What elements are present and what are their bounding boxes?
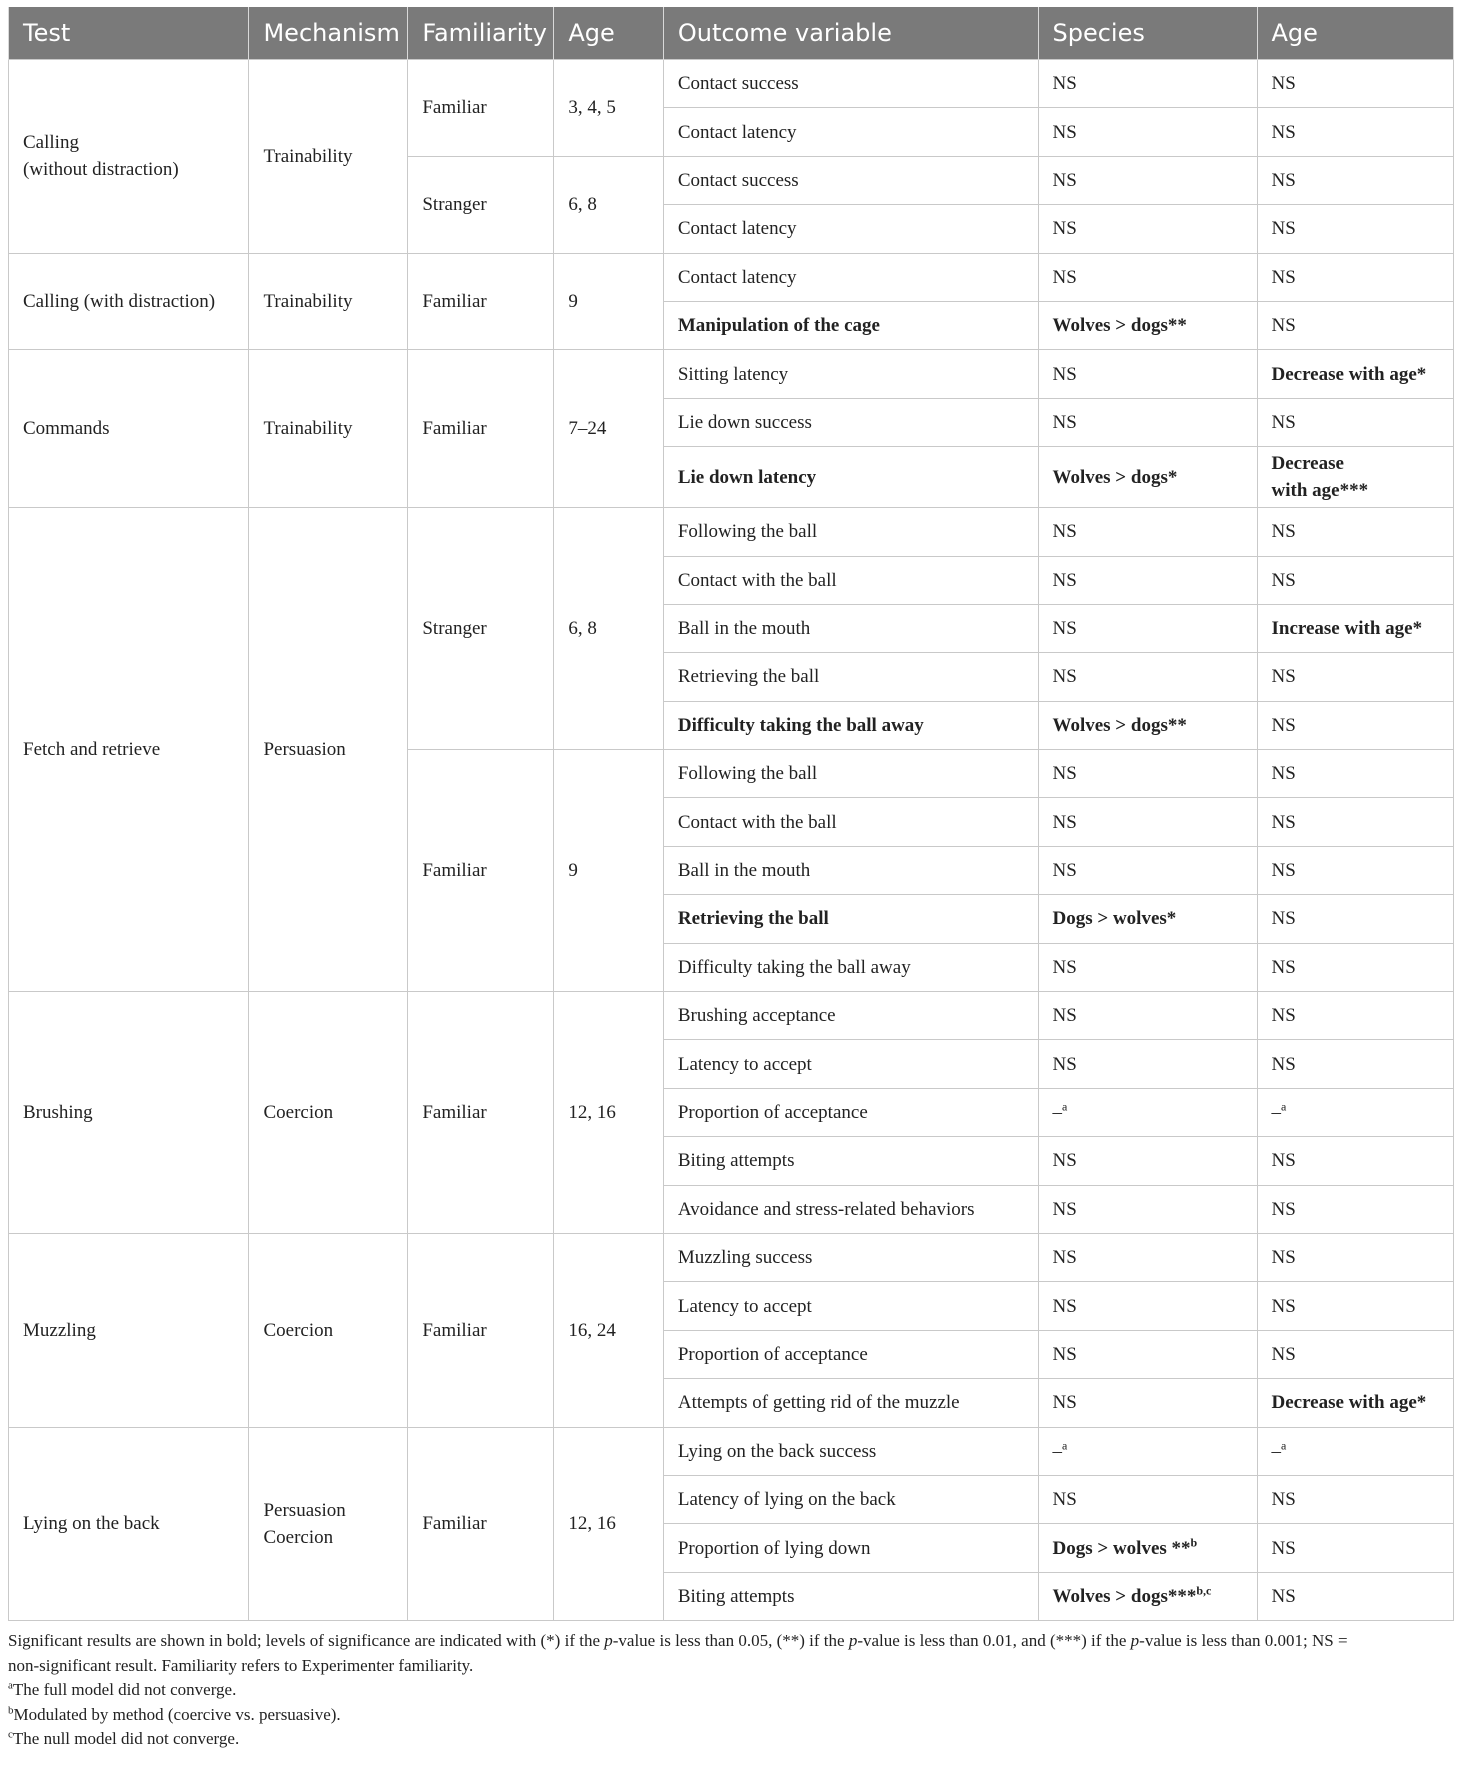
cell-outcome: Muzzling success bbox=[663, 1233, 1038, 1281]
cell-test: Calling (with distraction) bbox=[9, 253, 249, 350]
cell-outcome: Contact latency bbox=[663, 108, 1038, 156]
cell-species: NS bbox=[1038, 1330, 1257, 1378]
cell-age-effect: NS bbox=[1257, 556, 1454, 604]
cell-age-effect: NS bbox=[1257, 508, 1454, 556]
mechanism-label: Coercion bbox=[263, 1526, 334, 1548]
cell-species: NS bbox=[1038, 846, 1257, 894]
cell-familiarity: Familiar bbox=[408, 350, 554, 508]
cell-species: NS bbox=[1038, 556, 1257, 604]
cell-age-effect bbox=[1257, 1427, 1454, 1475]
cell-species: NS bbox=[1038, 943, 1257, 991]
cell-mechanism: Trainability bbox=[249, 60, 408, 254]
footnote-marker: a bbox=[8, 1679, 13, 1692]
cell-age-effect: NS bbox=[1257, 1040, 1454, 1088]
cell-age-effect: NS bbox=[1257, 1282, 1454, 1330]
cell-age-effect: NS bbox=[1257, 1233, 1454, 1281]
footnote-text: The full model did not converge. bbox=[12, 1680, 237, 1700]
cell-test bbox=[9, 60, 249, 254]
cell-species: NS bbox=[1038, 1137, 1257, 1185]
cell-species: NS bbox=[1038, 1379, 1257, 1427]
cell-test: Lying on the back bbox=[9, 1427, 249, 1621]
cell-outcome: Contact success bbox=[663, 60, 1038, 108]
cell-test: Muzzling bbox=[9, 1233, 249, 1427]
cell-species: Wolves > dogs** bbox=[1038, 301, 1257, 349]
age-effect-value: – bbox=[1271, 1440, 1281, 1462]
cell-outcome: Difficulty taking the ball away bbox=[663, 701, 1038, 749]
table-footnotes bbox=[8, 1629, 1454, 1752]
cell-age-effect: NS bbox=[1257, 1572, 1454, 1620]
cell-age-effect: NS bbox=[1257, 398, 1454, 446]
cell-species: NS bbox=[1038, 1185, 1257, 1233]
cell-familiarity: Familiar bbox=[408, 253, 554, 350]
footnote-marker: b bbox=[1190, 1535, 1198, 1550]
cell-species: NS bbox=[1038, 1040, 1257, 1088]
table-row bbox=[9, 1427, 1454, 1475]
cell-age-effect: NS bbox=[1257, 108, 1454, 156]
cell-species: NS bbox=[1038, 992, 1257, 1040]
cell-species: NS bbox=[1038, 60, 1257, 108]
cell-outcome: Latency to accept bbox=[663, 1282, 1038, 1330]
p-italic: p bbox=[848, 1631, 858, 1651]
cell-age: 12, 16 bbox=[554, 1427, 664, 1621]
cell-species: NS bbox=[1038, 1282, 1257, 1330]
header-species: Species bbox=[1038, 7, 1257, 60]
cell-familiarity: Familiar bbox=[408, 1233, 554, 1427]
table-row bbox=[9, 1233, 1454, 1281]
cell-species: Dogs > wolves* bbox=[1038, 895, 1257, 943]
cell-outcome: Biting attempts bbox=[663, 1572, 1038, 1620]
cell-species: NS bbox=[1038, 653, 1257, 701]
cell-age-effect: NS bbox=[1257, 205, 1454, 253]
cell-outcome: Ball in the mouth bbox=[663, 604, 1038, 652]
cell-age: 7–24 bbox=[554, 350, 664, 508]
age-effect-value: – bbox=[1271, 1102, 1281, 1123]
cell-age-effect: Decrease with age* bbox=[1257, 1379, 1454, 1427]
age-effect-line: Decrease bbox=[1271, 453, 1344, 475]
note-text: Significant results are shown in bold; levels of significance are indicated with (*) if the bbox=[8, 1631, 605, 1651]
footnote-marker: a bbox=[1281, 1438, 1287, 1453]
cell-familiarity: Stranger bbox=[408, 508, 554, 750]
cell-age-effect: NS bbox=[1257, 1524, 1454, 1572]
p-italic: p bbox=[604, 1631, 613, 1651]
footnote-marker: b bbox=[8, 1703, 14, 1716]
cell-mechanism: Trainability bbox=[249, 350, 408, 508]
cell-outcome: Proportion of acceptance bbox=[663, 1330, 1038, 1378]
cell-species: NS bbox=[1038, 750, 1257, 798]
cell-age-effect: NS bbox=[1257, 1185, 1454, 1233]
cell-outcome: Sitting latency bbox=[663, 350, 1038, 398]
cell-age: 6, 8 bbox=[554, 508, 664, 750]
species-value: Dogs > wolves ** bbox=[1052, 1537, 1191, 1559]
table-row bbox=[9, 992, 1454, 1040]
note-text: -value is less than 0.01, and (***) if the bbox=[857, 1631, 1131, 1651]
cell-age: 9 bbox=[554, 750, 664, 992]
cell-age-effect: NS bbox=[1257, 750, 1454, 798]
footnote-text: Modulated by method (coercive vs. persuasive). bbox=[13, 1704, 341, 1724]
cell-species: NS bbox=[1038, 1475, 1257, 1523]
cell-age-effect: NS bbox=[1257, 798, 1454, 846]
results-table-container bbox=[8, 7, 1454, 1752]
cell-species: NS bbox=[1038, 350, 1257, 398]
cell-outcome: Lie down latency bbox=[663, 447, 1038, 508]
cell-species: NS bbox=[1038, 253, 1257, 301]
mechanism-label: Persuasion bbox=[263, 1499, 346, 1521]
cell-age-effect: NS bbox=[1257, 1330, 1454, 1378]
header-age-effect: Age bbox=[1257, 7, 1454, 60]
cell-age: 16, 24 bbox=[554, 1233, 664, 1427]
cell-age-effect: NS bbox=[1257, 846, 1454, 894]
cell-species: NS bbox=[1038, 156, 1257, 204]
cell-age: 6, 8 bbox=[554, 156, 664, 253]
footnote-marker: b,c bbox=[1196, 1583, 1212, 1598]
cell-outcome: Proportion of lying down bbox=[663, 1524, 1038, 1572]
table-row bbox=[9, 508, 1454, 556]
cell-outcome: Biting attempts bbox=[663, 1137, 1038, 1185]
cell-mechanism: Persuasion bbox=[249, 508, 408, 992]
cell-species: NS bbox=[1038, 798, 1257, 846]
results-table bbox=[8, 7, 1454, 1621]
cell-outcome: Difficulty taking the ball away bbox=[663, 943, 1038, 991]
cell-outcome: Latency to accept bbox=[663, 1040, 1038, 1088]
header-age: Age bbox=[554, 7, 664, 60]
cell-familiarity: Familiar bbox=[408, 60, 554, 157]
cell-age: 9 bbox=[554, 253, 664, 350]
cell-outcome: Ball in the mouth bbox=[663, 846, 1038, 894]
cell-mechanism: Coercion bbox=[249, 992, 408, 1234]
cell-outcome: Retrieving the ball bbox=[663, 895, 1038, 943]
cell-mechanism bbox=[249, 1427, 408, 1621]
footnote-text: The null model did not converge. bbox=[12, 1729, 240, 1749]
header-familiarity: Familiarity bbox=[408, 7, 554, 60]
header-test: Test bbox=[9, 7, 249, 60]
cell-outcome: Contact latency bbox=[663, 205, 1038, 253]
footnote-b bbox=[8, 1703, 1454, 1728]
footnote-a bbox=[8, 1678, 1454, 1703]
cell-species bbox=[1038, 1572, 1257, 1620]
footnote-c bbox=[8, 1727, 1454, 1752]
species-value: Wolves > dogs*** bbox=[1052, 1585, 1197, 1607]
cell-outcome: Contact success bbox=[663, 156, 1038, 204]
cell-age-effect: NS bbox=[1257, 1475, 1454, 1523]
cell-mechanism: Coercion bbox=[249, 1233, 408, 1427]
cell-outcome: Retrieving the ball bbox=[663, 653, 1038, 701]
header-outcome-variable: Outcome variable bbox=[663, 7, 1038, 60]
cell-outcome: Lying on the back success bbox=[663, 1427, 1038, 1475]
cell-test: Fetch and retrieve bbox=[9, 508, 249, 992]
cell-species: NS bbox=[1038, 508, 1257, 556]
table-header-row bbox=[9, 7, 1454, 60]
cell-outcome: Following the ball bbox=[663, 508, 1038, 556]
cell-outcome: Avoidance and stress-related behaviors bbox=[663, 1185, 1038, 1233]
cell-age-effect: NS bbox=[1257, 60, 1454, 108]
cell-species bbox=[1038, 1088, 1257, 1136]
cell-age-effect: NS bbox=[1257, 156, 1454, 204]
cell-species: NS bbox=[1038, 604, 1257, 652]
table-row bbox=[9, 253, 1454, 301]
cell-familiarity: Familiar bbox=[408, 992, 554, 1234]
cell-outcome: Proportion of acceptance bbox=[663, 1088, 1038, 1136]
age-effect-line: with age*** bbox=[1271, 480, 1369, 502]
cell-age-effect: NS bbox=[1257, 301, 1454, 349]
cell-species: Wolves > dogs** bbox=[1038, 701, 1257, 749]
cell-outcome: Lie down success bbox=[663, 398, 1038, 446]
cell-familiarity: Familiar bbox=[408, 1427, 554, 1621]
test-label: (without distraction) bbox=[23, 159, 179, 181]
note-text: -value is less than 0.05, (**) if the bbox=[612, 1631, 849, 1651]
cell-age-effect: Increase with age* bbox=[1257, 604, 1454, 652]
cell-age: 12, 16 bbox=[554, 992, 664, 1234]
cell-outcome: Attempts of getting rid of the muzzle bbox=[663, 1379, 1038, 1427]
cell-age-effect: NS bbox=[1257, 992, 1454, 1040]
cell-species: NS bbox=[1038, 1233, 1257, 1281]
footnote-marker: a bbox=[1062, 1099, 1068, 1114]
cell-species: NS bbox=[1038, 398, 1257, 446]
cell-species: Wolves > dogs* bbox=[1038, 447, 1257, 508]
cell-outcome: Manipulation of the cage bbox=[663, 301, 1038, 349]
note-text: non-significant result. Familiarity refers to Experimenter familiarity. bbox=[8, 1655, 474, 1675]
footnote-marker: a bbox=[1062, 1438, 1068, 1453]
species-value: – bbox=[1052, 1440, 1062, 1462]
significance-note bbox=[8, 1629, 1454, 1678]
cell-outcome: Latency of lying on the back bbox=[663, 1475, 1038, 1523]
cell-mechanism: Trainability bbox=[249, 253, 408, 350]
cell-species bbox=[1038, 1524, 1257, 1572]
species-value: – bbox=[1052, 1102, 1062, 1123]
footnote-marker: a bbox=[1281, 1099, 1287, 1114]
cell-age-effect: NS bbox=[1257, 895, 1454, 943]
footnote-marker: c bbox=[8, 1728, 13, 1741]
cell-species: NS bbox=[1038, 108, 1257, 156]
cell-age-effect bbox=[1257, 1088, 1454, 1136]
note-text: -value is less than 0.001; NS = bbox=[1139, 1631, 1348, 1651]
test-label: Calling bbox=[23, 132, 79, 154]
cell-outcome: Brushing acceptance bbox=[663, 992, 1038, 1040]
p-italic: p bbox=[1130, 1631, 1140, 1651]
cell-test: Commands bbox=[9, 350, 249, 508]
cell-age-effect: Decrease with age* bbox=[1257, 350, 1454, 398]
cell-outcome: Contact with the ball bbox=[663, 556, 1038, 604]
cell-age-effect: NS bbox=[1257, 701, 1454, 749]
cell-age: 3, 4, 5 bbox=[554, 60, 664, 157]
cell-age-effect: NS bbox=[1257, 253, 1454, 301]
table-row bbox=[9, 350, 1454, 398]
cell-age-effect: NS bbox=[1257, 1137, 1454, 1185]
cell-outcome: Contact latency bbox=[663, 253, 1038, 301]
cell-age-effect bbox=[1257, 447, 1454, 508]
cell-test: Brushing bbox=[9, 992, 249, 1234]
cell-outcome: Contact with the ball bbox=[663, 798, 1038, 846]
cell-familiarity: Stranger bbox=[408, 156, 554, 253]
cell-age-effect: NS bbox=[1257, 943, 1454, 991]
cell-age-effect: NS bbox=[1257, 653, 1454, 701]
cell-species: NS bbox=[1038, 205, 1257, 253]
cell-species bbox=[1038, 1427, 1257, 1475]
header-mechanism: Mechanism bbox=[249, 7, 408, 60]
cell-familiarity: Familiar bbox=[408, 750, 554, 992]
table-row bbox=[9, 60, 1454, 108]
cell-outcome: Following the ball bbox=[663, 750, 1038, 798]
